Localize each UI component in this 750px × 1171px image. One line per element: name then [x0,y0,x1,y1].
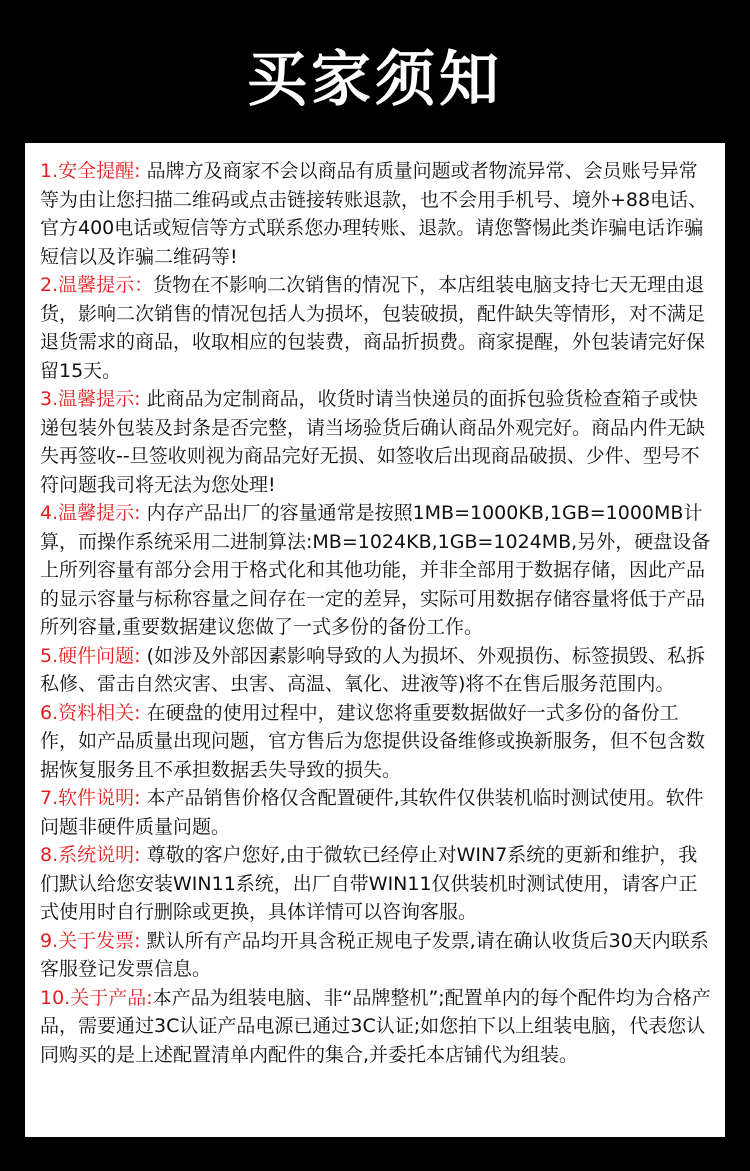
notice-item [40,385,716,499]
notice-item [40,157,716,271]
notice-panel [25,143,725,1137]
notice-label: 6.资料相关: [40,701,141,724]
notice-label: 1.安全提醒: [40,160,141,182]
notice-item [40,699,716,785]
notice-label: 10.关于产品: [40,986,153,1009]
notice-text: 在硬盘的使用过程中，建议您将重要数据做好一式多份的备份工作，如产品质量出现问题，官方售后为您提供设备维修或换新服务，但不包含数据恢复服务且不承担数据丢失导致的损失。 [40,701,706,781]
notice-label: 8.系统说明: [40,844,141,866]
notice-label: 2.温馨提示： [40,274,154,296]
notice-item [40,841,716,927]
notice-item [40,984,716,1070]
notice-item [40,642,716,699]
notice-text: 默认所有产品均开具含税正规电子发票,请在确认收货后30天内联系客服登记发票信息。 [40,929,709,980]
notice-label: 3.温馨提示: [40,388,141,410]
notice-list [40,157,716,1069]
notice-item [40,927,716,984]
notice-text: 内存产品出厂的容量通常是按照1MB=1000KB,1GB=1000MB计算，而操作系统采用二进制算法:MB=1024KB,1GB=1024MB,另外，硬盘设备上所列容量有部分会用于格式化和其他功能，并非全部用于数据存储，因此产品的显示容量与标称容量之间存在一定的差异，实际可用数据存储容量将低于产品所列容量,重要数据建议您做了一式多份的备份工作。 [40,502,711,638]
notice-text: 品牌方及商家不会以商品有质量问题或者物流异常、会员账号异常等为由让您扫描二维码或点击链接转账退款，也不会用手机号、境外+88电话、官方400电话或短信等方式联系您办理转账、退款。请您警惕此类诈骗电话诈骗短信以及诈骗二维码等! [40,160,708,268]
notice-text: 本产品为组装电脑、非“品牌整机”;配置单内的每个配件均为合格产品，需要通过3C认证产品电源已通过3C认证;如您拍下以上组装电脑，代表您认同购买的是上述配置清单内配件的集合,并委托本店铺代为组装。 [40,986,711,1066]
notice-item [40,271,716,385]
notice-text: 本产品销售价格仅含配置硬件,其软件仅供装机临时测试使用。软件问题非硬件质量问题。 [40,787,704,838]
notice-text: 此商品为定制商品，收货时请当快递员的面拆包验货检查箱子或快递包装外包装及封条是否完整，请当场验货后确认商品外观完好。商品内件无缺失再签收--旦签收则视为商品完好无损、如签收后出现商品破损、少件、型号不符问题我司将无法为您处理! [40,388,706,496]
notice-item [40,784,716,841]
notice-text: 尊敬的客户您好,由于微软已经停止对WIN7系统的更新和维护，我们默认给您安装WIN11系统，出厂自带WIN11仅供装机时测试使用，请客户正式使用时自行删除或更换，具体详情可以咨询客服。 [40,844,698,923]
page-title: 买家须知 [247,45,503,115]
notice-item [40,499,716,642]
notice-label: 4.温馨提示: [40,502,141,524]
notice-label: 9.关于发票: [40,929,141,952]
notice-label: 5.硬件问题: [40,644,141,667]
notice-text: (如涉及外部因素影响导致的人为损坏、外观损伤、标签损毁、私拆私修、雷击自然灾害、虫害、高温、氧化、进液等)将不在售后服务范围内。 [40,644,705,695]
notice-label: 7.软件说明: [40,787,141,809]
notice-text: 货物在不影响二次销售的情况下，本店组装电脑支持七天无理由退货，影响二次销售的情况包括人为损坏，包装破损，配件缺失等情形，对不满足退货需求的商品，收取相应的包装费，商品折损费。商家提醒，外包装请完好保留15天。 [40,274,706,382]
